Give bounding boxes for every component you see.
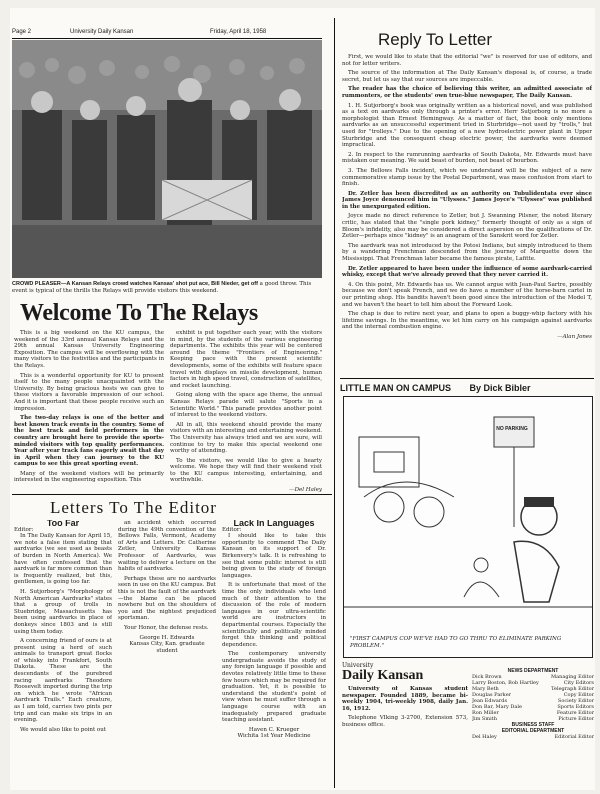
staff-name: Dick Brown (472, 674, 502, 680)
reply-paragraph: Joyce made no direct reference to Zetler, but J. Swanning Pilsner, the noted literary critic, has stated that the "single pork kidney," formerly thought of only as a sign of Bloom's infidelity, also may be considered a direct aspersion on the qualifications of Dr. Zetler—perhaps since "kidney" is an anagram of the Sanskrit word for Zetler. (342, 213, 592, 240)
letters-headline: Letters To The Editor (50, 498, 217, 517)
letter-signature: George H. Edwards (139, 634, 195, 641)
reply-paragraph: Dr. Zetler has been discredited as an authority on Tubulidentata ever since James Joyce denounced him in "Ulysses." James Joyce's "Ulysses" was published in the unexpurgated edition. (342, 190, 592, 210)
letter-signature: Haven C. Krueger (248, 726, 300, 733)
staff-name: Douglas Parker (472, 692, 512, 698)
letter-too-far (14, 520, 112, 788)
staff-name: Jim Smith (472, 716, 497, 722)
photo-caption-rest: a good throw. This event is typical of the thrills the Relays will provide visitors this weekend. (12, 281, 312, 294)
staff-role: City Editors (563, 680, 594, 686)
issue-date: Friday, April 18, 1958 (210, 29, 267, 35)
cartoon-drawing (343, 396, 593, 658)
staff-row (472, 734, 594, 740)
welcome-paragraph: Going along with the space age theme, the annual Kansas Relays parade will salute "Sports in a Scientific World." This parade provides another point of interest to the weekend visitors. (170, 392, 322, 419)
nameplate-phone: Telephone VIking 3-2700, Extension 573, business office. (342, 715, 468, 728)
staff-name: Del Haley (472, 734, 497, 740)
no-parking-sign: NO PARKING (496, 426, 528, 432)
welcome-paragraph: This is a big weekend on the KU campus, the weekend of the 33rd annual Kansas Relays and the 29th annual Kansas University Engineering Exposition. The campus will be overflowing with the many visitors to the festivities and the participants in the Relays. (14, 330, 164, 369)
reply-paragraph: First, we would like to state that the editorial "we" is reserved for use of editors, and not for letter writers. (342, 54, 592, 67)
staff-name: Mary Beth (472, 686, 499, 692)
staff-name: Don Bar, Mary Dale (472, 704, 522, 710)
letter-lack-in-languages (222, 520, 326, 788)
welcome-headline: Welcome To The Relays (20, 300, 258, 326)
staff-role: Feature Editor (556, 710, 594, 716)
staff-role: Editorial Editor (554, 734, 594, 740)
staff-role: Sports Editors (557, 704, 594, 710)
letter-signature-title: Wichita 1st Year Medicine (237, 733, 311, 740)
staff-role: Picture Editor (558, 716, 594, 722)
nameplate-prefix: University (342, 662, 374, 669)
staff-role: Managing Editor (551, 674, 594, 680)
letter-paragraph: In The Daily Kansan for April 15, we note a false item stating that aardvarks (we see used as beasts of burden in North America). We have often confessed that the aardvark is far more common than is frequently realized, but this, gentlemen, is going too far. (14, 533, 112, 586)
relays-crowd-photo (12, 40, 322, 278)
masthead-rule (12, 38, 322, 39)
newspaper-page (10, 8, 595, 790)
nameplate-founded: University of Kansas student newspaper. Founded 1889, became bi-weekly 1904, tri-weekly 1908, daily Jan. 16, 1912. (342, 686, 468, 712)
reply-paragraph: 3. The Bellows Falls incident, which we understand will be the subject of a new commemorative stamp issue by the Postal Department, was mass confusion from start to finish. (342, 167, 592, 188)
letter-salutation: Editor: (14, 526, 34, 533)
staff-heading: NEWS DEPARTMENT (507, 668, 559, 674)
reply-paragraph: 1. H. Sutjorborg's book was originally written as a historical novel, and was published as a text on aardvarks only through a printer's error. Herr Sutjorborg is no more a morphologist than Ernest Hemingway. As a matter of fact, the book only mentions aardvarks as an unsuccessful experiment tried in Sturbridge—not used by "trolls," but used for "trolleys." Due to the opening of a new hydroelectric power plant in Upper Sturbridge and the consequent cheap electric power, the aardvarks were deemed impractical. (342, 102, 592, 149)
section-rule (12, 494, 332, 495)
photo-caption (12, 281, 322, 295)
reply-headline: Reply To Letter (378, 30, 493, 49)
cartoon-caption: "FIRST CAMPUS COP WE'VE HAD TO GO THRU TO ELIMINATE PARKING PROBLEM." (350, 636, 562, 649)
staff-editorial-heading: EDITORIAL DEPARTMENT (501, 728, 565, 734)
reply-column (342, 54, 592, 369)
reply-paragraph: 2. In respect to the rumrunning aardvarks of South Dakota, Mr. Edwards must have mistaken our meaning. We said beast of burden, not beast of bourbon. (342, 151, 592, 165)
letter-title: Too Far (46, 520, 80, 528)
welcome-paragraph: All in all, this weekend should provide the many visitors with an interesting and entertaining weekend. The University has always tried and we are sure, will continue to try to make this special weekend one worthy of attending. (170, 421, 322, 455)
staff-business-heading: BUSINESS STAFF (511, 722, 555, 728)
cartoon-title: LITTLE MAN ON CAMPUS (340, 383, 451, 393)
welcome-column-1 (14, 330, 164, 492)
paper-name: University Daily Kansan (70, 29, 134, 35)
staff-name: Larry Boston, Bob Hartley (472, 680, 539, 686)
reply-paragraph: The reader has the choice of believing this writer, an admitted associate of rummonters, or the students' own true-blue newspaper, The Daily Kansan. (342, 86, 592, 99)
letter-continued (118, 520, 216, 788)
welcome-paragraph: This is a wonderful opportunity for KU to present itself to the many people unacquainted with the University. By being gracious hosts we can give to these visitors a favorable impression of our school. And it is important that these people receive such an impression. (14, 372, 164, 412)
letter-paragraph: H. Sutjorborg's "Morphology of North American Aardvarks" states that a group of trolls in Stuebridge, Massachusetts has been using aardvarks in place of donkeys since 1803 and is still using them today. (14, 588, 112, 635)
letter-paragraph: an accident which occurred during the 49th convention of the Bellows Falls, Vermont, Academy of Arts and Letters. Dr. Catherine Zetler, University Kansas Professor of Aardvarks, was waiting to deliver a lecture on the habits of aardvarks. (118, 520, 216, 573)
cartoon-headline (340, 383, 595, 393)
reply-signature: —Alan Jones (557, 333, 592, 340)
welcome-paragraph: Many of the weekend visitors will be primarily interested in the engineering exposition. This (14, 470, 164, 484)
cartoon-byline: By Dick Bibler (469, 383, 531, 393)
welcome-paragraph: The two-day relays is one of the better and best known track events in the country. Some of the best track and field performers in the country are brought here to provide the sports-minded visitors with top quality performances. Year after year track fans eagerly await that day in April when they can journey to the KU campus to see this great sporting event. (14, 415, 164, 468)
letter-salutation: Editor: (222, 526, 242, 533)
letter-title: Lack In Languages (233, 520, 315, 528)
page-number: Page 2 (12, 29, 32, 35)
welcome-paragraph: To the visitors, we would like to give a hearty welcome. We hope they will find their weekend visit to the KU campus interesting, entertaining, and worthwhile. (170, 457, 322, 484)
staff-role: Copy Editor (563, 692, 594, 698)
letter-paragraph: We would also like to point out (20, 726, 106, 733)
masthead (10, 8, 320, 36)
nameplate: Daily Kansan (342, 668, 424, 683)
welcome-paragraph: exhibit is put together each year, with the visitors in mind, by the students of the various engineering departments. The exhibits this year will be centered around the theme "Frontiers of Engineering." Keeping pace with the present scientific developments, some of the exhibits will feature space travel with displays on missile development, human factors in high speed travel, construction of satellites, and rocket launching. (170, 330, 322, 389)
reply-paragraph: 4. On this point, Mr. Edwards has us. We cannot argue with Jean-Paul Sartre, possibly because we don't speak French, and we do have a member of the horse-barn cartel in our printing shop. His bandits haven't been good since the introduction of the Model T, and we haven't the heart to tell him about the Forward Look. (342, 281, 592, 308)
photo-caption-lead: CROWD PLEASER—A Kansan Relays crowd watches Kansas' shot put ace, Bill Nieder, get off (12, 281, 258, 287)
column-divider (334, 18, 335, 788)
letter-paragraph: Perhaps these are no aardvarks seen in use on the KU campus. But this is not the fault of the aardvark—the blame can be placed nowhere but on the shoulders of you and the nightest prejudiced sportsman. (118, 575, 216, 622)
welcome-signature: —Del Haley (289, 487, 322, 492)
letter-paragraph: Your Honor, the defense rests. (124, 624, 209, 631)
letter-paragraph: It is unfortunate that most of the time the only individuals who lend much of their attention to the discussion of the role of modern languages in our ultra-scientific world are instructors in departmental courses. Especially the scientifically and politically minded forget this thinking and political dependence. (222, 582, 326, 648)
reply-paragraph: Dr. Zetler appeared to have been under the influence of some aardvark-carried whisky, except that we've already proved that they never carried it. (342, 265, 592, 279)
letter-paragraph: A concerning friend of ours is at present using a herd of such animals to transport great flocks of whisky into Frankfort, South Dakota. These are the descendants of the purebred racing aardvarks Theodore Roosevelt imported during the trip on which he wrote "African Aardvark Trails." Each creature, as I am told, carries two pints per trip and can make six trips in an evening. (14, 638, 112, 724)
staff-box (472, 668, 594, 786)
staff-role: Society Editor (557, 698, 594, 704)
nameplate-info (342, 686, 468, 786)
letter-paragraph: The contemporary university undergraduate avoids the study of any foreign language if possible and devotes relatively little time to these few hours which may be required for graduation. Yet, it is possible to understand the student's point of view when he must suffer through a language course with an inadequately prepared graduate teaching assistant. (222, 651, 326, 724)
staff-role: Telegraph Editor (551, 686, 594, 692)
staff-name: Jean Edwards (472, 698, 508, 704)
reply-paragraph: The aardvark was not introduced by the Potosi Indians, but simply introduced to them by a wandering Frenchman descended from the journey of Marquette down the Mississippi. That Frenchman later became the famous pirate, Lafitte. (342, 242, 592, 263)
reply-paragraph: The source of the information at The Daily Kansan's disposal is, of course, a trade secret, but let us say that our sources are impeccable. (342, 70, 592, 83)
welcome-column-2 (170, 330, 322, 492)
staff-name: Ron Miller (472, 710, 499, 716)
section-rule (340, 378, 594, 379)
reply-paragraph: The chap is due to retire next year, and plans to open a buggy-whip factory with his lifetime savings. In the meantime, we let him carry on his campaign against aardvarks and the internal combustion engine. (342, 311, 592, 331)
letter-signature-title: Kansas City, Kan. graduate student (129, 641, 205, 654)
letter-paragraph: I should like to take this opportunity to commend The Daily Kansan on its support of Dr. Birkenvery's talk. It is refreshing to see that some public interest is still being given to the study of foreign languages. (222, 533, 326, 579)
